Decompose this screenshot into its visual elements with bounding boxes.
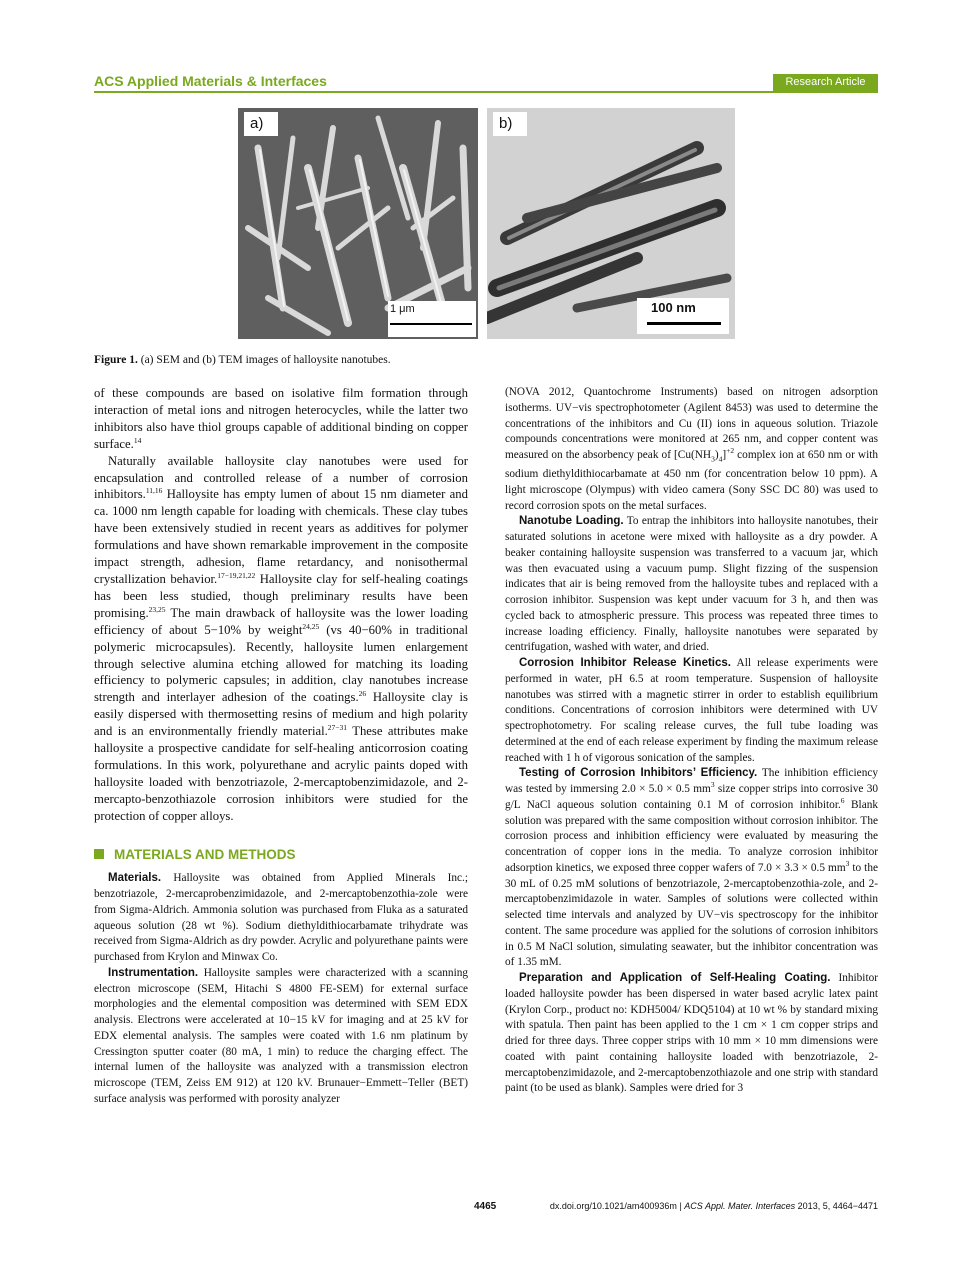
- text: Halloysite was obtained from Applied Minerals Inc.; benzotriazole, 2-mercaprobenzimidazole, and 2-mercaptobenzothia-zole were from Sigma-Aldrich. Ammonia solution was purchased from Fluka as a saturated aqueous solution (28 wt %). Sodium diethyldithiocarbamate trihydrate was received from Sigma-Aldrich as dry powder. Acrylic and polyurethane paints were purchased from Krylon and Minwax Co.: [94, 872, 468, 964]
- text: Halloysite clay is easily dispersed with thermosetting resins of medium and high polarity and is an environmentally friendly material.: [94, 690, 468, 739]
- superscript: 3: [845, 858, 850, 868]
- run-in-heading: Materials.: [108, 872, 162, 885]
- text: Naturally available halloysite clay nanotubes were used for encapsulation and controlled release of a number of corrosion inhibitors.: [94, 453, 468, 502]
- run-in-heading: Corrosion Inhibitor Release Kinetics.: [519, 657, 731, 669]
- paragraph: [505, 385, 878, 514]
- paragraph: [505, 971, 878, 1097]
- superscript: 3: [710, 780, 715, 790]
- paragraph: [94, 453, 468, 825]
- superscript: +2: [726, 446, 735, 456]
- section-title: MATERIALS AND METHODS: [114, 846, 296, 862]
- tem-image: [487, 108, 735, 339]
- citation-ref: 11,16: [145, 486, 163, 496]
- text: (vs 40−60% in traditional polymeric microcapsules). Recently, halloysite lumen enlargement through selective alumina etching allowed for matching its loading efficiency to polymeric capsules; in addition, clay nanotubes increase strength and interlayer adhesion of the coatings.: [94, 622, 468, 705]
- text: These attributes make halloysite a prospective candidate for self-healing anticorrosion coating formulations. In this work, polyurethane and acrylic paints doped with halloysite loaded with benzotriazole, 2-mercaptobenzimidazole, and 2-mercapto-benzothiazole corrosion inhibitors were studied for the protection of copper alloys.: [94, 724, 468, 823]
- run-in-heading: Instrumentation.: [108, 966, 199, 979]
- footer-citation: [550, 1201, 878, 1211]
- paragraph: [94, 385, 468, 453]
- run-in-heading: Nanotube Loading.: [519, 515, 624, 528]
- scale-bar-b-label: 100 nm: [651, 300, 696, 315]
- scale-bar-b: [637, 298, 729, 334]
- text: All release experiments were performed in water, pH 6.5 at room temperature. Suspension of halloysite nanotubes was stirred with a magnetic stirrer in order to establish equilibrium conditions. Concentrations of corrosion inhibitors were determined with UV spectrophotometry. For scaling release curves, the full tube loading was determined at the end of each release experiment by finding the maximum release reached with 1 h of vigorous sonication of the samples.: [505, 657, 878, 764]
- figure-caption-text: (a) SEM and (b) TEM images of halloysite nanotubes.: [140, 354, 391, 366]
- figure-caption-label: Figure 1.: [94, 354, 138, 366]
- scale-bar-a: [388, 301, 476, 337]
- text: Blank solution was prepared with the same composition without corrosion inhibitor. The corrosion process and inhibition efficiency were evaluated by measuring the concentration of copper ions in the media. To analyze corrosion inhibitor adsorption kinetics, we exposed three copper wafers of 7.0 × 3.3 × 0.5 mm: [505, 798, 878, 874]
- text: Halloysite has empty lumen of about 15 nm diameter and ca. 1000 nm length capable for loading with chemicals. These clay tubes have been extensively studied in recent years as additives for polymer formulations and have shown remarkable improvement in the composite impact strength, adhesion, flame retardancy, and nonisothermal crystallization behavior.: [94, 487, 468, 586]
- doi-link[interactable]: dx.doi.org/10.1021/am400936m: [549, 1201, 677, 1211]
- paragraph: [94, 871, 468, 966]
- citation-ref: 23,25: [148, 604, 166, 614]
- text: of these compounds are based on isolative film formation through interaction of metal ions and nitrogen heterocycles, while the latter two inhibitors also have thiol groups capable of additional binding on copper surface.: [94, 386, 468, 451]
- text: (NOVA 2012, Quantochrome Instruments) based on nitrogen adsorption isotherms. UV−vis spectrophotometer (Agilent 8453) was used to determine the concentrations of the inhibitors and Cu (II) ions in aqueous solution. Triazole compounds concentrations were monitored at 265 nm, and copper content was measured on the absorbency peak of [Cu(NH: [505, 386, 878, 461]
- run-in-heading: Preparation and Application of Self-Healing Coating.: [519, 972, 831, 984]
- journal-abbrev: ACS Appl. Mater. Interfaces: [684, 1201, 796, 1211]
- text: The main drawback of halloysite was the lower loading efficiency of about 5−10% by weight: [94, 605, 468, 637]
- panel-a-label: a): [244, 112, 278, 136]
- panel-b-label: b): [493, 112, 527, 136]
- paragraph: [505, 766, 878, 971]
- text: ]: [722, 449, 727, 461]
- citation-ref: 14: [133, 435, 142, 445]
- subscript: 3: [711, 454, 715, 464]
- text: Halloysite samples were characterized with a scanning electron microscope (SEM, Hitachi S 4800 FE-SEM) for external surface morphologies and the elemental composition was determined with SEM EDX analysis. Electrons were accelerated at 10−15 kV for imaging and at 25 kV for EDX elemental analysis. The samples were coated with 1.6 nm platinum by Cressington sputter coater (80 mA, 1 min) to reduce the charging effect. The internal lumen of the halloysite was analyzed with a transmission electron microscope (TEM, Zeiss EM 912) at 120 kV. Brunauer−Emmett−Teller (BET) surface analysis was performed with porosity analyzer: [94, 966, 468, 1105]
- section-heading: [94, 847, 468, 864]
- left-column: [94, 385, 468, 1108]
- page-number: 4465: [474, 1201, 497, 1212]
- citation-info: 2013, 5, 4464−4471: [795, 1201, 878, 1211]
- scale-bar-a-line: [390, 323, 472, 325]
- paragraph: [505, 514, 878, 656]
- header-rule: [94, 91, 878, 93]
- text: To entrap the inhibitors into halloysite nanotubes, their saturated solutions in acetone were mixed with halloysite as a dry powder. A beaker containing halloysite suspension was transferred to a vacuum jar, which was then evacuated using a vacuum pump. Slight fizzing of the suspension indicates that air is being removed from the halloysite tubes and replaced with a corrosion inhibitor. Suspension was kept under vacuum for 3 h, and then was cycled back to atmospheric pressure. This process was repeated three times to increase loading efficiency. Finally, halloysite nanotubes were separated by centrifugation, washed with water, and dried.: [505, 515, 878, 654]
- text: ): [714, 449, 719, 461]
- scale-bar-b-line: [647, 322, 721, 325]
- text: size copper strips into corrosive 30 g/L NaCl aqueous solution containing 0.1 M of corrosion inhibitor.: [505, 783, 878, 811]
- paragraph: [505, 656, 878, 766]
- subscript: 4: [718, 454, 723, 464]
- citation-ref: 17−19,21,22: [217, 570, 256, 580]
- text: The inhibition efficiency was tested by immersing 2.0 × 5.0 × 0.5 mm: [505, 767, 879, 795]
- text: complex ion at 650 nm or with sodium diethyldithiocarbamate at 450 nm (for concentration below 10 ppm). A light microscope (Olympus) with video camera (Sony SSC DC 80) was used to record corrosion spots on the metal surfaces.: [505, 449, 878, 512]
- article-type-badge: Research Article: [773, 74, 878, 91]
- citation-ref: 24,25: [302, 621, 320, 631]
- citation-ref: 27−31: [327, 722, 348, 732]
- text: Inhibitor loaded halloysite powder has been dispersed in water based acrylic latex paint (Krylon Corp., product no: KDH5004/ KDQ5104) at 10 wt % by standard mixing with spatula. Then paint has been applied to the 1 cm × 1 cm copper strips and dried for three days. Three copper strips with 10 mm × 10 mm dimensions were coated with paint containing halloysite loaded with benzotriazole, 2-mercaptobenzimidazole, and 2-mercaptobenzothiazole and one strip with standard paint (to be used as blank). Samples were dried for 3: [505, 972, 878, 1095]
- run-in-heading: Testing of Corrosion Inhibitors’ Efficiency.: [519, 767, 758, 780]
- right-column: [505, 385, 878, 1097]
- separator: |: [676, 1201, 685, 1211]
- paragraph: [94, 966, 468, 1108]
- journal-title: ACS Applied Materials & Interfaces: [94, 73, 327, 89]
- text: to the 30 mL of 0.25 mM solutions of benzotriazole, 2-mercaptobenzothia-zole, and 2-mercaptobenzimidazole in water. Samples of solutions were collected within selected time intervals and analyzed by UV−vis spectroscopy for the inhibitor content. The same procedure was applied for the solutions of corrosion inhibitors in 0.5 M NaCl solution, simulating seawater, but the inhibitor concentration was of 1.35 mM.: [505, 861, 878, 969]
- sem-image: [238, 108, 478, 339]
- scale-bar-a-label: 1 μm: [390, 303, 415, 315]
- text: Halloysite clay for self-healing coatings has been less studied, though preliminary results have been promising.: [94, 571, 468, 620]
- figure-caption: [94, 354, 391, 366]
- citation-ref: 6: [840, 795, 845, 805]
- section-square-icon: [94, 849, 104, 859]
- citation-ref: 26: [358, 689, 367, 699]
